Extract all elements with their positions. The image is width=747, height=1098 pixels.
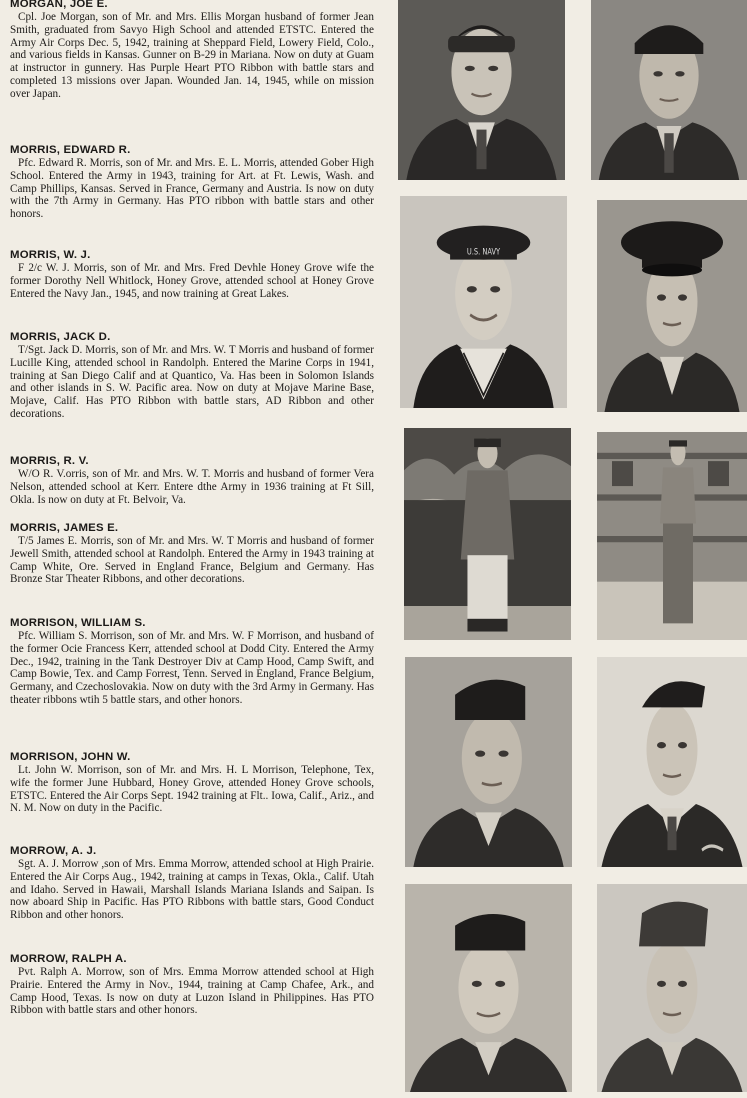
cap-text: U.S. NAVY <box>466 246 501 257</box>
entry-morris-jack <box>10 331 374 421</box>
entry-morgan-joe <box>10 0 374 101</box>
entry-name: MORRIS, JACK D. <box>10 331 111 343</box>
entry-bio: Lt. John W. Morrison, son of Mr. and Mrs. H. L Morrison, Telephone, Tex, wife the former June Hubbard, Honey Grove, attended Honey Grove schools, ETSTC. Entered the Air Corps Sept. 1942 training at Flt.. Iowa, Calif., Ariz., and N. M. Now on duty in the Pacific. <box>10 764 374 815</box>
entry-name: MORRISON, WILLIAM S. <box>10 617 146 629</box>
photo-morrison-john <box>597 657 747 867</box>
entry-name: MORRIS, R. V. <box>10 455 89 467</box>
portrait-image <box>597 200 747 412</box>
photo-morris-rv <box>404 428 571 640</box>
portrait-image <box>597 432 747 640</box>
entry-name: MORROW, RALPH A. <box>10 953 127 965</box>
entry-bio: Cpl. Joe Morgan, son of Mr. and Mrs. Ellis Morgan husband of former Jean Smith, graduated from Savyo High School and attended ETSTC. Entered the Army Air Corps Dec. 5, 1942, training at Sheppard Field, Lowery Field, Colo., and various fields in Kansas. Gunner on B-29 in Mariana. Now on duty at Guam at instructor in gunnery. Has Purple Heart PTO Ribbon with battle stars and completed 13 missions over Japan. Wounded Jan. 14, 1945, while on mission over Japan. <box>10 11 374 100</box>
photo-morrow-ralph <box>597 884 747 1092</box>
entry-morris-james <box>10 522 374 586</box>
entry-morrison-john <box>10 751 374 815</box>
photo-morris-edward <box>591 0 747 180</box>
entry-name: MORRIS, JAMES E. <box>10 522 119 534</box>
entry-bio: Pfc. Edward R. Morris, son of Mr. and Mrs. E. L. Morris, attended Gober High School. Entered the Army in 1943, training for Art. at Ft. Lewis, Wash. and Camp Phillips, Kansas. Served in France, Germany and Austria. Is now on duty with the 7th Army in Germany. Has PTO ribbon with battle stars and other honors. <box>10 157 374 221</box>
entry-morris-wj <box>10 249 374 300</box>
entry-morrow-aj <box>10 845 374 922</box>
photo-morgan-joe <box>398 0 565 180</box>
photo-morris-wj <box>400 196 567 408</box>
photo-morris-james <box>597 432 747 640</box>
portrait-image <box>404 428 571 640</box>
portrait-image <box>597 657 747 867</box>
entry-morrison-william <box>10 617 374 707</box>
entry-name: MORRIS, EDWARD R. <box>10 144 131 156</box>
portrait-image <box>398 0 565 180</box>
entry-bio: F 2/c W. J. Morris, son of Mr. and Mrs. Fred Devhle Honey Grove wife the former Dorothy Nell Whitlock, Honey Grove, attended school at Honey Grove Entered the Navy Jan., 1945, and now training at Great Lakes. <box>10 262 374 300</box>
entry-name: MORRIS, W. J. <box>10 249 91 261</box>
portrait-image <box>405 657 572 867</box>
photo-morris-jack <box>597 200 747 412</box>
photo-morrison-william <box>405 657 572 867</box>
entry-bio: T/5 James E. Morris, son of Mr. and Mrs. W. T Morris and husband of former Jewell Smith, attended school at Randolph. Entered the Army in 1943 training at Camp White, Ore. Served in England France, Belgium and Germany. Has Bronze Star Theater Ribbons, and other decorations. <box>10 535 374 586</box>
portrait-image <box>591 0 747 180</box>
portrait-image <box>597 884 747 1092</box>
entry-name: MORGAN, JOE E. <box>10 0 108 10</box>
entry-morris-rv <box>10 455 374 506</box>
entry-bio: T/Sgt. Jack D. Morris, son of Mr. and Mrs. W. T Morris and husband of former Lucille King, attended school in Randolph. Entered the Marine Corps in 1941, training at San Diego Calif and at Quantico, Va. Has been in Solomon Islands and other islands in S. W. Pacific area. Now on duty at Mojave Marine Base, Mojave, Calif. Has PTO Ribbon with battle stars, AD Ribbon and other decorations. <box>10 344 374 420</box>
entry-morris-edward <box>10 144 374 221</box>
photo-morrow-aj <box>405 884 572 1092</box>
portrait-image <box>405 884 572 1092</box>
entry-name: MORROW, A. J. <box>10 845 97 857</box>
entry-bio: W/O R. V.orris, son of Mr. and Mrs. W. T. Morris and husband of former Vera Nelson, attended school at Kerr. Entere dthe Army in 1936 training at Ft Sill, Okla. Is now on duty at Ft. Belvoir, Va. <box>10 468 374 506</box>
entry-bio: Pfc. William S. Morrison, son of Mr. and Mrs. W. F Morrison, and husband of the former Ocie Francess Kerr, attended school at Dodd City. Entered the Army Dec., 1942, training in the Tank Destroyer Div at Camp Hood, Camp Swift, and Camp Bowie, Tex. and Camp Forrest, Tenn. Served in England, France Belgium, Germany, and Czechoslovakia. Now on duty with the 3rd Army in Germany. Has theater ribbons wtih 5 battle stars, and other honors. <box>10 630 374 706</box>
portrait-image <box>400 196 567 408</box>
entry-morrow-ralph <box>10 953 374 1017</box>
entry-bio: Sgt. A. J. Morrow ,son of Mrs. Emma Morrow, attended school at High Prairie. Entered the Air Corps Aug., 1942, training at camps in Texas, Okla., Calif. Utah and Idaho. Served in Hawaii, Marshall Islands Mariana Islands and Saipan. Is now aboard Ship in Pacific. Has PTO Ribbons with battle stars, Good Conduct Ribbon and other honors. <box>10 858 374 922</box>
entry-name: MORRISON, JOHN W. <box>10 751 131 763</box>
entry-bio: Pvt. Ralph A. Morrow, son of Mrs. Emma Morrow attended school at High Prairie. Entered the Army in Nov., 1944, training at Camp Chafee, Ark., and Camp Hood, Texas. Is now on duty at Luzon Island in Philippines. Has PTO Ribbon with battle stars and other honors. <box>10 966 374 1017</box>
